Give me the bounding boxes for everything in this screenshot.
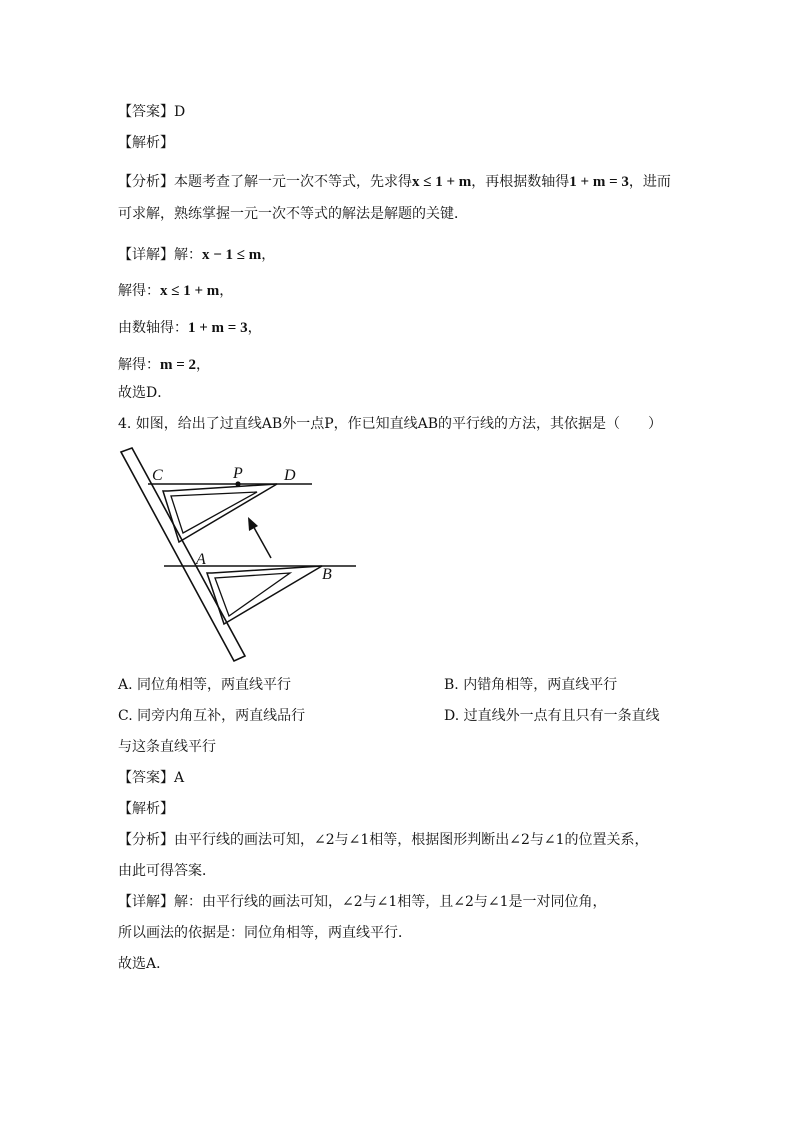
answer-line: 【答案】D <box>118 104 186 120</box>
upper-set-square-inner <box>171 492 257 533</box>
solve-label: 解得： <box>118 357 160 373</box>
inequality-formula: x ≤ 1 + m <box>160 283 220 299</box>
analysis-text-cont: 由此可得答案． <box>118 863 216 879</box>
solve-line <box>118 281 233 301</box>
punctuation: ， <box>261 247 276 263</box>
detail-label: 【详解】解： <box>118 247 202 263</box>
equation-formula: 1 + m = 3 <box>188 320 248 336</box>
equation-formula: m = 2 <box>160 357 197 373</box>
detail-line: 【详解】解：由平行线的画法可知，∠2与∠1相等，且∠2与∠1是一对同位角， <box>118 894 607 910</box>
analysis-text-part: ，再根据数轴得 <box>471 174 570 190</box>
label-p: P <box>233 465 243 482</box>
label-a: A <box>196 551 206 568</box>
triangle-ruler-figure <box>112 440 372 665</box>
option-d-continued: 与这条直线平行 <box>118 739 216 755</box>
solve-line <box>118 355 210 375</box>
choose-line: 故选A． <box>118 956 171 972</box>
arrow-shaft <box>252 524 271 558</box>
answer-line: 【答案】A <box>118 770 185 786</box>
option-c: C. 同旁内角互补，两直线品行 <box>118 708 306 724</box>
analysis-text-part: 【分析】本题考查了解一元一次不等式，先求得 <box>118 174 412 190</box>
analysis-text-part: ，进而 <box>628 174 671 190</box>
lower-set-square-inner <box>215 573 290 616</box>
step-label: 由数轴得： <box>118 320 188 336</box>
analysis-heading: 【解析】 <box>118 135 174 151</box>
option-b: B. 内错角相等，两直线平行 <box>444 677 618 693</box>
arrow-head-icon <box>248 517 258 531</box>
number-line-step <box>118 318 262 338</box>
inequality-formula: x ≤ 1 + m <box>412 174 472 190</box>
label-d: D <box>284 467 296 484</box>
analysis-text <box>118 172 671 192</box>
equation-formula: 1 + m = 3 <box>569 174 629 190</box>
detail-line-cont: 所以画法的依据是：同位角相等，两直线平行． <box>118 925 412 941</box>
punctuation: ， <box>196 357 211 373</box>
punctuation: ， <box>247 320 262 336</box>
solve-label: 解得： <box>118 283 160 299</box>
inequality-formula: x − 1 ≤ m <box>202 247 262 263</box>
analysis-text-cont: 可求解，熟练掌握一元一次不等式的解法是解题的关键． <box>118 206 468 222</box>
analysis-text: 【分析】由平行线的画法可知，∠2与∠1相等，根据图形判断出∠2与∠1的位置关系， <box>118 832 649 848</box>
ruler-shape <box>121 448 245 661</box>
option-d: D. 过直线外一点有且只有一条直线 <box>444 708 660 724</box>
question-stem: 4. 如图，给出了过直线AB外一点P，作已知直线AB的平行线的方法，其依据是（ ） <box>118 416 663 432</box>
analysis-heading: 【解析】 <box>118 801 174 817</box>
punctuation: ， <box>219 283 234 299</box>
choose-line: 故选D． <box>118 385 172 401</box>
option-a: A. 同位角相等，两直线平行 <box>118 677 292 693</box>
point-p <box>235 481 240 486</box>
label-b: B <box>322 566 332 583</box>
detail-line <box>118 245 275 265</box>
label-c: C <box>152 467 163 484</box>
